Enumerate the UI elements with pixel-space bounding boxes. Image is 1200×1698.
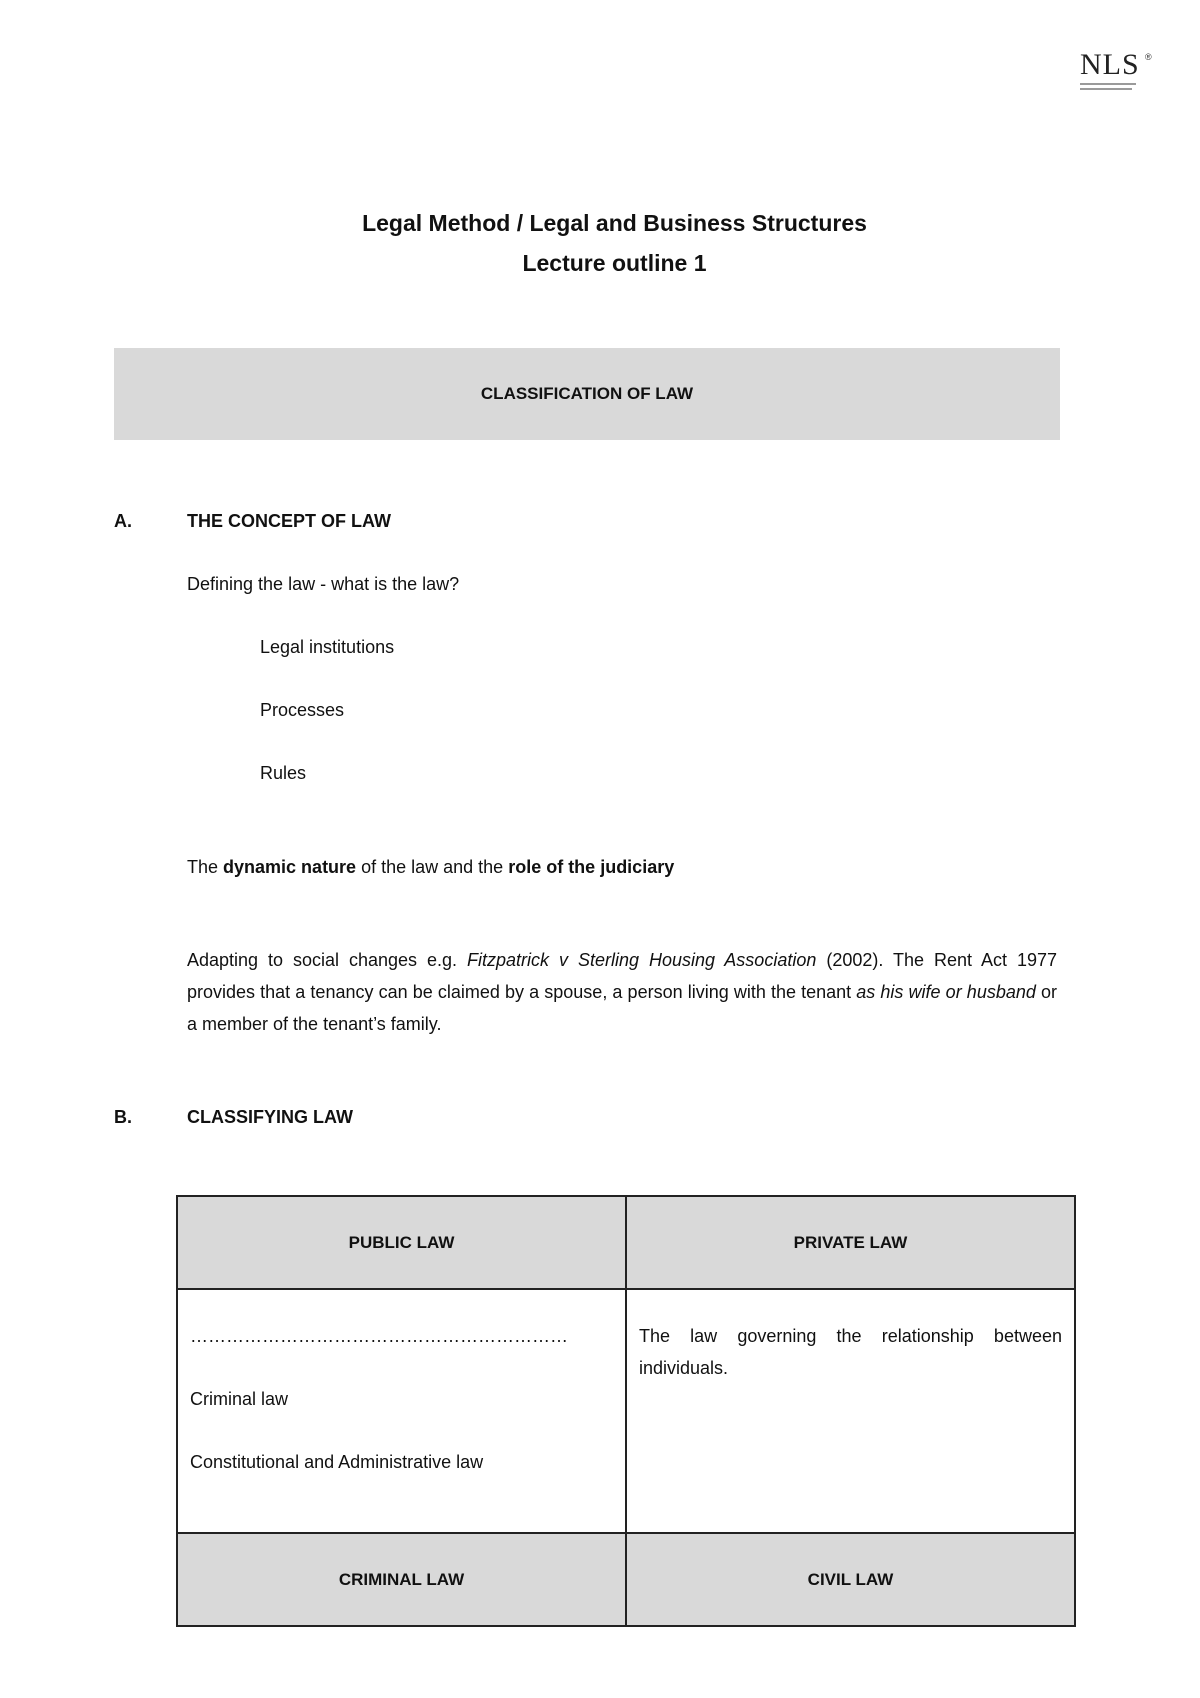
document-title: Legal Method / Legal and Business Structures — [362, 210, 867, 236]
section-a-letter: A. — [114, 511, 132, 531]
public-law-cell — [177, 1289, 626, 1533]
private-law-definition: The law governing the relationship between individuals. — [639, 1326, 1062, 1378]
nls-logo — [1080, 50, 1162, 100]
private-law-header: PRIVATE LAW — [626, 1196, 1075, 1289]
public-law-header: PUBLIC LAW — [177, 1196, 626, 1289]
logo-subtitle-line — [1080, 83, 1136, 85]
dynamic-nature-line — [187, 851, 674, 883]
list-item: Criminal law — [190, 1389, 289, 1409]
logo-text: NLS — [1080, 48, 1140, 81]
text-run: The — [187, 857, 224, 877]
private-law-cell — [626, 1289, 1075, 1533]
table-row — [177, 1196, 1075, 1289]
text-run: Adapting to social changes e.g. — [187, 950, 468, 970]
blank-fill-line: ……………………………………………………… — [190, 1326, 568, 1346]
table-row — [177, 1533, 1075, 1626]
document-subtitle: Lecture outline 1 — [522, 250, 707, 276]
list-item: Processes — [260, 700, 345, 720]
section-b-letter: B. — [114, 1107, 132, 1127]
section-banner: CLASSIFICATION OF LAW — [114, 348, 1060, 440]
list-item: Legal institutions — [260, 637, 395, 657]
bold-run: dynamic nature — [223, 857, 357, 877]
italic-quote: as his wife or husband — [856, 982, 1036, 1002]
definition-question: Defining the law - what is the law? — [187, 574, 460, 594]
text-run: (2002). The Rent Act 1977 provides that a tenancy can be claimed by a spouse, a person living with the tenant — [187, 950, 1057, 1002]
registered-mark: ® — [1145, 52, 1152, 62]
bold-run: role of the judiciary — [508, 857, 675, 877]
table-row — [177, 1289, 1075, 1533]
list-item: Constitutional and Administrative law — [190, 1452, 484, 1472]
civil-law-header: CIVIL LAW — [626, 1533, 1075, 1626]
text-run: or a member of the tenant’s family. — [187, 982, 1057, 1034]
section-a-heading: THE CONCEPT OF LAW — [187, 511, 391, 531]
classification-table — [176, 1195, 1076, 1627]
social-change-paragraph — [187, 944, 1057, 1040]
logo-subtitle-line — [1080, 88, 1132, 90]
section-b-heading: CLASSIFYING LAW — [187, 1107, 353, 1127]
case-citation: Fitzpatrick v Sterling Housing Association — [467, 950, 817, 970]
list-item: Rules — [260, 763, 307, 783]
text-run: of the law and the — [356, 857, 509, 877]
criminal-law-header: CRIMINAL LAW — [177, 1533, 626, 1626]
